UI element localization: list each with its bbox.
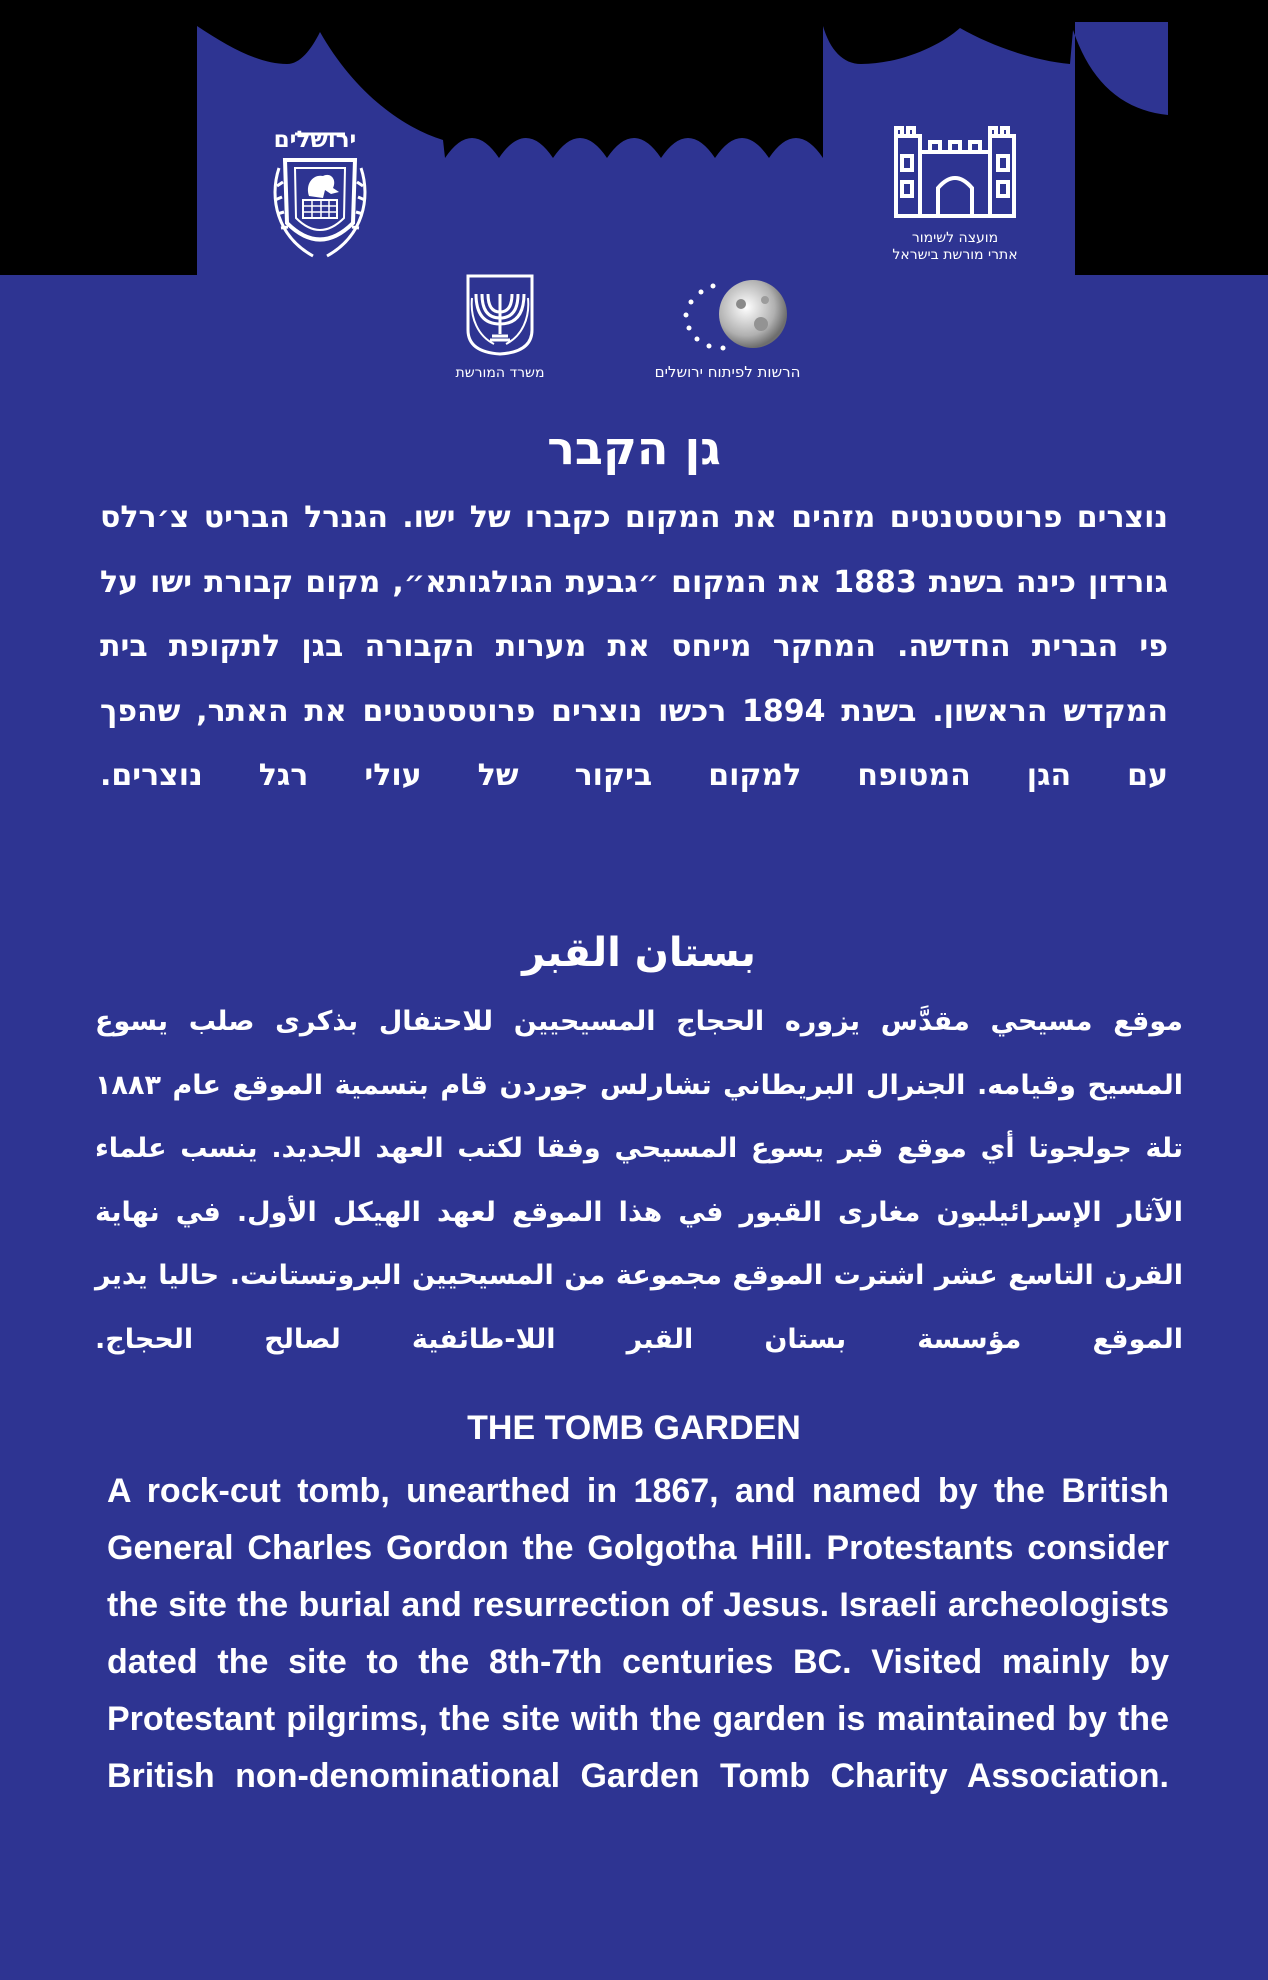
english-body: A rock-cut tomb, unearthed in 1867, and named by the British General Charles Gordon the Golgotha Hill. Protestants consider the site the burial and resurrection of Jesus. Israeli archeologists dated the site to the 8th-7th centuries BC. Visited mainly by Protestant pilgrims, the site with the garden is maintained by the British non-denominational Garden Tomb Charity Association. bbox=[107, 1472, 1169, 1795]
castle-gate-icon bbox=[890, 122, 1020, 222]
ministry-logo bbox=[445, 272, 555, 382]
arabic-body: موقع مسيحي مقدَّس يزوره الحجاج المسيحيين للاحتفال بذكرى صلب يسوع المسيح وقيامه. الجنرال البريطاني تشارلس جوردن قام بتسمية الموقع عام ١٨٨٣ تلة جولجوتا أي موقع قبر يسوع المسيحي وفقا لكتب العهد الجديد. ينسب علماء الآثار الإسرائيليون مغارى القبور في هذا الموقع لعهد الهيكل الأول. في نهاية القرن التاسع عشر اشترت الموقع مجموعة من المسيحيين البروتستانت. حاليا يدير الموقع مؤسسة بستان القبر اللا-طائفية لصالح الحجاج. bbox=[95, 1006, 1183, 1355]
hebrew-title: גן הקבר bbox=[547, 421, 721, 475]
heritage-caption-line1: מועצה לשימור bbox=[911, 230, 999, 246]
heritage-caption-line2: אתרי מורשת בישראל bbox=[892, 247, 1018, 263]
development-caption: הרשות לפיתוח ירושלים bbox=[654, 363, 801, 381]
jerusalem-lettering: ירושלים bbox=[273, 127, 357, 153]
moon-stars-icon bbox=[653, 278, 803, 358]
development-authority-logo bbox=[625, 278, 830, 381]
arabic-title: بستان القبر bbox=[522, 930, 756, 976]
english-title: THE TOMB GARDEN bbox=[467, 1409, 801, 1447]
ministry-caption: משרד המורשת bbox=[455, 365, 545, 381]
jerusalem-logo bbox=[260, 128, 380, 266]
hebrew-body: נוצרים פרוטסטנטים מזהים את המקום כקברו של ישו. הגנרל הבריט צ׳רלס גורדון כינה בשנת 1883 את המקום ״גבעת הגולגותא״, מקום קבורת ישו על פי הברית החדשה. המחקר מייחס את מערות הקבורה בגן לתקופת בית המקדש הראשון. בשנת 1894 רכשו נוצרים פרוטסטנטים את האתר, שהפך עם הגן המטופח למקום ביקור של עולי רגל נוצרים. bbox=[100, 500, 1169, 793]
heritage-council-logo bbox=[865, 122, 1045, 264]
menorah-emblem-icon bbox=[460, 272, 540, 357]
